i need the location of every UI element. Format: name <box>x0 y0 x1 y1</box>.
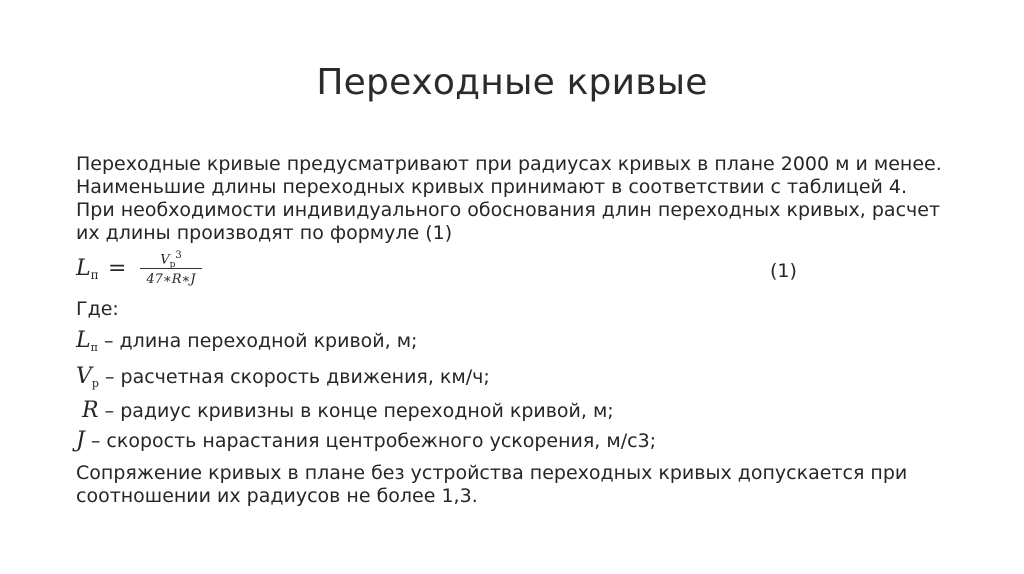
formula-lhs-symbol: L <box>76 256 91 281</box>
formula-lhs <box>76 256 99 282</box>
def-symbol-subscript: п <box>90 341 98 354</box>
def-text: – расчетная скорость движения, км/ч; <box>98 366 490 388</box>
def-symbol: J <box>76 428 85 453</box>
intro-paragraph: Переходные кривые предусматривают при радиусах кривых в плане 2000 м и менее. Наименьшие длины переходных кривых принимают в соответствии с таблицей 4. При необходимости индивидуального обоснования длин переходных кривых, расчет их длины производят по формуле (1) <box>76 153 942 244</box>
numerator-superscript: 3 <box>175 250 182 261</box>
def-symbol: R <box>82 398 99 423</box>
numerator-subscript: р <box>169 259 176 270</box>
conclusion-paragraph: Сопряжение кривых в плане без устройства переходных кривых допускается при соотношении их радиусов не более 1,3. <box>76 462 908 507</box>
def-text: – скорость нарастания центробежного ускорения, м/с3; <box>84 430 657 452</box>
slide-title: Переходные кривые <box>316 62 708 103</box>
def-text: – длина переходной кривой, м; <box>97 330 418 352</box>
def-symbol: L <box>76 328 91 353</box>
numerator-var: V <box>160 252 170 268</box>
formula-equals: = <box>108 256 127 281</box>
formula-denominator: 47∗R∗J <box>146 272 196 287</box>
definition-length <box>76 328 417 354</box>
formula-number: (1) <box>770 260 797 282</box>
formula-1 <box>76 246 816 296</box>
definition-acceleration <box>76 428 656 453</box>
def-symbol-subscript: р <box>91 377 99 390</box>
def-symbol: V <box>76 364 92 389</box>
formula-lhs-subscript: п <box>90 268 99 282</box>
formula-fraction <box>140 246 202 289</box>
def-text: – радиус кривизны в конце переходной кривой, м; <box>98 400 614 422</box>
definition-radius <box>76 398 614 423</box>
where-label: Где: <box>76 298 119 320</box>
formula-numerator <box>140 246 202 270</box>
definition-speed <box>76 364 490 390</box>
